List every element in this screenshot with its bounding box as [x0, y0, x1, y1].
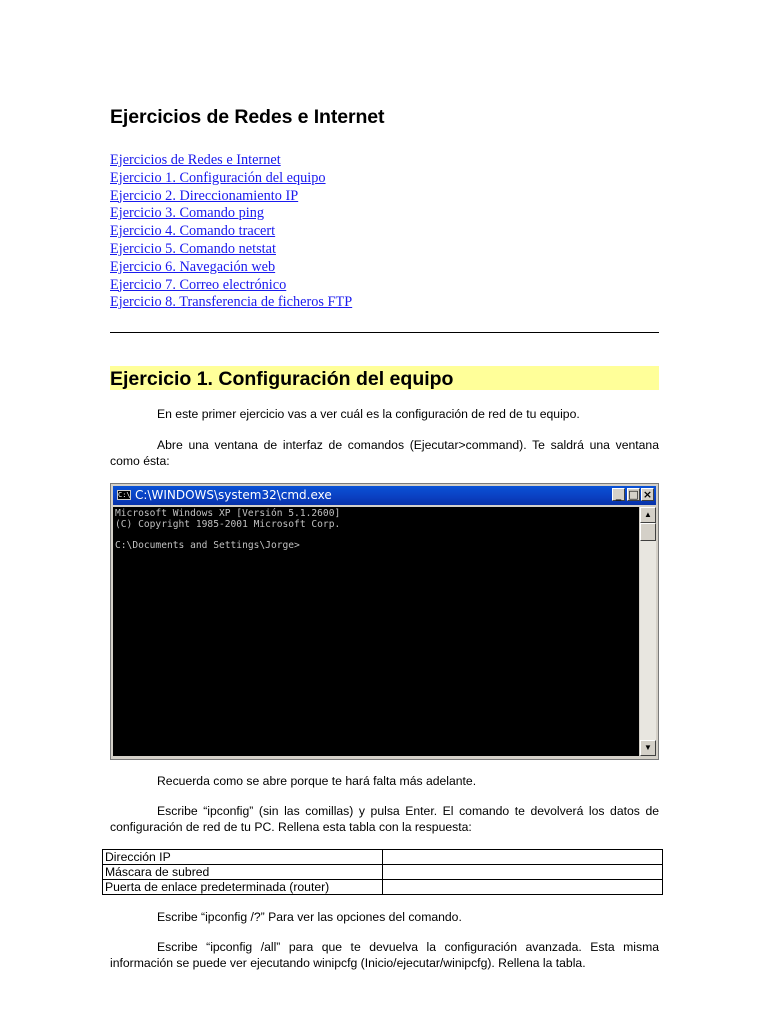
toc-item	[110, 205, 352, 223]
network-config-table	[102, 849, 663, 895]
toc-item	[110, 294, 352, 312]
cmd-titlebar	[113, 486, 656, 505]
table-row	[103, 865, 663, 880]
minimize-icon: _	[612, 488, 625, 501]
cmd-console-output	[113, 507, 639, 756]
toc-link-ejercicio-7[interactable]: Ejercicio 7. Correo electrónico	[110, 276, 287, 293]
toc-link-ejercicio-8[interactable]: Ejercicio 8. Transferencia de ficheros FTP	[110, 294, 353, 311]
table-cell-value	[383, 865, 663, 880]
scroll-up-icon: ▲	[640, 507, 656, 523]
section-heading: Ejercicio 1. Configuración del equipo	[110, 366, 659, 390]
toc-item	[110, 223, 352, 241]
table-row	[103, 850, 663, 865]
cmd-app-icon: C:\	[118, 491, 131, 499]
toc-link-ejercicio-2[interactable]: Ejercicio 2. Direccionamiento IP	[110, 187, 299, 204]
toc-item	[110, 152, 352, 170]
document-title: Ejercicios de Redes e Internet	[110, 106, 385, 128]
table-row	[103, 880, 663, 895]
toc-link-ejercicio-3[interactable]: Ejercicio 3. Comando ping	[110, 205, 265, 222]
toc-link-ejercicio-4[interactable]: Ejercicio 4. Comando tracert	[110, 223, 276, 240]
horizontal-rule	[110, 332, 659, 333]
table-cell-label: Máscara de subred	[103, 865, 383, 880]
console-line: (C) Copyright 1985-2001 Microsoft Corp.	[115, 518, 341, 530]
paragraph-remember: Recuerda como se abre porque te hará falta más adelante.	[157, 774, 477, 788]
toc-item	[110, 170, 352, 188]
table-cell-value	[383, 850, 663, 865]
paragraph-ipconfig-all: Escribe “ipconfig /all” para que te devuelva la configuración avanzada. Esta misma información se puede ver ejecutando winipcfg (Inicio/ejecutar/winipcfg). Rellena la tabla.	[110, 940, 659, 970]
close-icon: ×	[642, 488, 653, 501]
toc-link-ejercicio-6[interactable]: Ejercicio 6. Navegación web	[110, 258, 276, 275]
toc-link-ejercicio-1[interactable]: Ejercicio 1. Configuración del equipo	[110, 169, 326, 186]
toc-item	[110, 241, 352, 259]
paragraph-ipconfig: Escribe “ipconfig” (sin las comillas) y pulsa Enter. El comando te devolverá los datos de configuración de red de tu PC. Rellena esta tabla con la respuesta:	[110, 804, 659, 834]
table-cell-value	[383, 880, 663, 895]
table-of-contents	[110, 152, 352, 312]
paragraph-open-cmd: Abre una ventana de interfaz de comandos (Ejecutar>command). Te saldrá una ventana como ésta:	[110, 438, 659, 468]
table-cell-label: Dirección IP	[103, 850, 383, 865]
paragraph-ipconfig-help: Escribe “ipconfig /?” Para ver las opciones del comando.	[157, 910, 462, 924]
scroll-thumb	[640, 523, 656, 541]
cmd-window-title: C:\WINDOWS\system32\cmd.exe	[135, 488, 332, 502]
console-prompt: C:\Documents and Settings\Jorge>	[115, 539, 300, 551]
maximize-icon: □	[628, 488, 639, 501]
toc-item	[110, 277, 352, 295]
paragraph-intro: En este primer ejercicio vas a ver cuál es la configuración de red de tu equipo.	[157, 407, 580, 421]
toc-item	[110, 188, 352, 206]
console-line: Microsoft Windows XP [Versión 5.1.2600]	[115, 508, 341, 519]
table-cell-label: Puerta de enlace predeterminada (router)	[103, 880, 383, 895]
toc-item	[110, 259, 352, 277]
toc-link-index[interactable]: Ejercicios de Redes e Internet	[110, 152, 281, 168]
cmd-scrollbar	[640, 507, 656, 756]
cmd-window-screenshot	[110, 483, 659, 760]
toc-link-ejercicio-5[interactable]: Ejercicio 5. Comando netstat	[110, 240, 276, 257]
scroll-down-icon: ▼	[640, 740, 656, 756]
console-line	[115, 530, 637, 541]
